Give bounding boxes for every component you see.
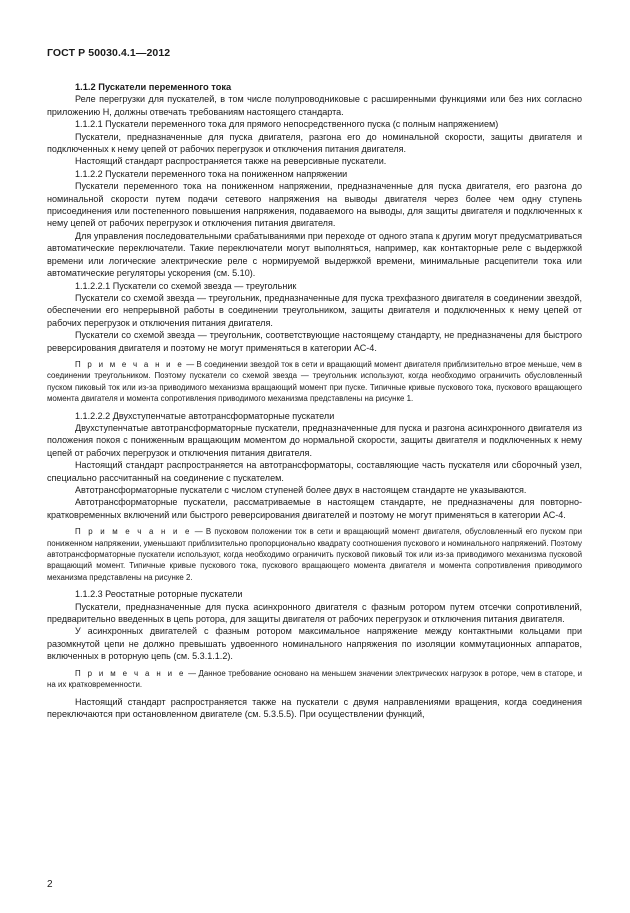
paragraph: Пускатели, предназначенные для пуска асинхронного двигателя с фазным ротором путем отсечки сопротивлений, предварительно введенных в цепь ротора, для защиты двигателя от рабочих перегрузок и отключения питания двигателя. xyxy=(47,601,582,625)
paragraph: Для управления последовательными срабатываниями при переходе от одного этапа к другим могут предусматриваться автоматические переключатели. Такие переключатели могут выполняться, например, как контакторные реле с выдержкой времени или логические электрические реле с нормируемой выдержкой времени, минимальные расцепители тока или автоматические регуляторы ускорения (см. 5.10). xyxy=(47,230,582,279)
paragraph: Настоящий стандарт распространяется на автотрансформаторы, составляющие часть пускателя или сборочный узел, специально рассчитанный на соединение с пускателем. xyxy=(47,460,582,483)
note-label: П р и м е ч а н и е xyxy=(75,527,192,537)
note-text: — В пусковом положении ток в сети и вращающий момент двигателя, обусловленный его пуском при пониженном напряжении, уменьшают приблизительно пропорционально квадрату соотношения пускового и номинального напряжений. Поэтому автотрансформаторные пускатели используют, когда необходимо ограничить пусковой пиковый ток или из-за приводимого механизма пусковой вращающий момент. Типичные кривые пускового тока, пускового вращающего момента двигателя и момента сопротивления приводимого механизма представлены на рисунке 2. xyxy=(47,527,582,582)
note-text: — В соединении звездой ток в сети и вращающий момент двигателя приблизительно втрое меньше, чем в соединении треугольником. Поэтому пускатели со схемой звезда — треугольник используют, когда необходимо ограничить обусловленный пуском пиковый ток или из-за приводимого механизма вращающий момент при пуске. Типичные кривые пускового тока, пускового вращающего момента двигателя и момента сопротивления приводимого механизма представлены на рисунке 1. xyxy=(47,359,582,404)
paragraph: Пускатели, предназначенные для пуска двигателя, разгона его до номинальной скорости, защиты двигателя и подключенных к нему цепей от рабочих перегрузок и отключения питания двигателя. xyxy=(47,131,582,155)
page-number: 2 xyxy=(47,879,53,890)
paragraph: Автотрансформаторные пускатели с числом ступеней более двух в настоящем стандарте не указываются. xyxy=(75,485,527,495)
subsection-heading: 1.1.2.2 Пускатели переменного тока на пониженном напряжении xyxy=(75,168,348,179)
subsection-heading: 1.1.2.2.1 Пускатели со схемой звезда — треугольник xyxy=(75,280,297,291)
paragraph: Автотрансформаторные пускатели, рассматриваемые в настоящем стандарте, не предназначены для повторно-кратковременных включений или быстрого реверсирования двигателей и поэтому не могут применяться в категории АС-4. xyxy=(47,497,582,520)
paragraph: Пускатели со схемой звезда — треугольник, предназначенные для пуска трехфазного двигателя в соединении звездой, обеспечении его непрерывной работы в соединении треугольником, защиты двигателя и подключенных к нему цепей от рабочих перегрузок и отключения питания двигателя. xyxy=(47,292,582,328)
subsection-heading: 1.1.2.1 Пускатели переменного тока для прямого непосредственного пуска (с полным напряжением) xyxy=(75,119,499,130)
note xyxy=(47,668,582,691)
note-label: П р и м е ч а н и е xyxy=(75,359,184,369)
paragraph: Двухступенчатые автотрансформаторные пускатели, предназначенные для пуска и разгона асинхронного двигателя из положения покоя с пониженным вращающим моментом до нормальной скорости, защиты двигателя и подключенных к нему цепей от рабочих перегрузок и отключения питания двигателя. xyxy=(47,422,582,458)
paragraph: У асинхронных двигателей с фазным ротором максимальное напряжение между контактными кольцами при разомкнутой цепи не должно превышать удвоенного номинального напряжения по изоляции коммутационных аппаратов, включенных в роторную цепь (см. 5.3.1.1.2). xyxy=(47,626,582,662)
document-body xyxy=(47,81,582,720)
subsection-heading: 1.1.2.3 Реостатные роторные пускатели xyxy=(75,589,243,600)
paragraph: Пускатели переменного тока на пониженном напряжении, предназначенные для пуска двигателя, его разгона до номинальной скорости путем подачи сетевого напряжения на выводы двигателя через более чем одну ступень присоединения или постепенного повышения напряжения, подаваемого на выводы, для защиты двигателя и подключенных к нему цепей от рабочих перегрузок и отключения питания двигателя. xyxy=(47,181,582,229)
paragraph: Реле перегрузки для пускателей, в том числе полупроводниковые с расширенными функциями или без них согласно приложению Н, должны отвечать требованиям настоящего стандарта. xyxy=(47,94,582,117)
note xyxy=(47,526,582,583)
paragraph: Настоящий стандарт распространяется также на реверсивные пускатели. xyxy=(75,156,387,167)
subsection-heading: 1.1.2.2.2 Двухступенчатые автотрансформаторные пускатели xyxy=(75,410,335,421)
note xyxy=(47,359,582,405)
document-header: ГОСТ Р 50030.4.1—2012 xyxy=(47,47,171,59)
note-text: — Данное требование основано на меньшем значении электрических нагрузок в роторе, чем в статоре, и на их кратковременности. xyxy=(47,668,583,690)
paragraph: Пускатели со схемой звезда — треугольник, соответствующие настоящему стандарту, не предназначены для быстрого реверсирования двигателя и поэтому не могут применяться в категории АС-4. xyxy=(47,330,582,353)
section-heading: 1.1.2 Пускатели переменного тока xyxy=(75,82,232,92)
paragraph: Настоящий стандарт распространяется также на пускатели с двумя направлениями вращения, когда соединения переключаются при остановленном двигателе (см. 5.3.5.5). При осуществлении функций, xyxy=(47,696,582,719)
note-label: П р и м е ч а н и е xyxy=(75,668,186,678)
